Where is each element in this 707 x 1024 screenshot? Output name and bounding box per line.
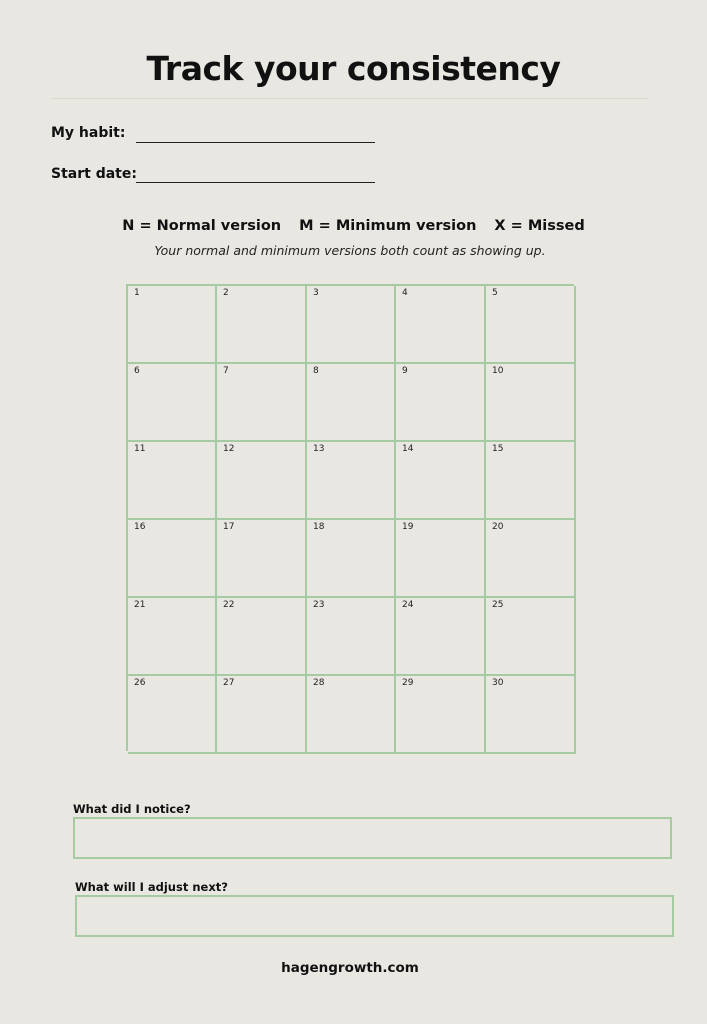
day-number: 20 xyxy=(492,522,504,532)
notice-box[interactable] xyxy=(73,817,672,859)
day-number: 11 xyxy=(134,444,146,454)
day-cell[interactable] xyxy=(128,520,217,598)
day-cell[interactable] xyxy=(396,286,486,364)
day-number: 10 xyxy=(492,366,504,376)
day-cell[interactable] xyxy=(307,364,396,442)
day-number: 18 xyxy=(313,522,325,532)
day-number: 8 xyxy=(313,366,319,376)
legend-missed: X = Missed xyxy=(494,218,585,234)
day-cell[interactable] xyxy=(128,364,217,442)
day-cell[interactable] xyxy=(128,286,217,364)
day-cell[interactable] xyxy=(307,442,396,520)
day-number: 4 xyxy=(402,288,408,298)
day-cell[interactable] xyxy=(396,442,486,520)
day-cell[interactable] xyxy=(217,520,307,598)
habit-field[interactable] xyxy=(136,142,375,143)
legend-note: Your normal and minimum versions both count as showing up. xyxy=(154,243,546,258)
day-cell[interactable] xyxy=(396,364,486,442)
day-cell[interactable] xyxy=(217,676,307,754)
day-number: 22 xyxy=(223,600,235,610)
day-cell[interactable] xyxy=(486,520,576,598)
day-number: 30 xyxy=(492,678,504,688)
day-number: 28 xyxy=(313,678,325,688)
title-divider xyxy=(51,98,649,99)
day-number: 21 xyxy=(134,600,146,610)
page-title: Track your consistency xyxy=(146,49,561,88)
day-cell[interactable] xyxy=(128,676,217,754)
day-cell[interactable] xyxy=(396,520,486,598)
tracking-grid xyxy=(126,284,574,751)
day-number: 13 xyxy=(313,444,325,454)
day-cell[interactable] xyxy=(396,676,486,754)
day-number: 25 xyxy=(492,600,504,610)
legend-minimum: M = Minimum version xyxy=(299,218,477,234)
day-number: 26 xyxy=(134,678,146,688)
day-cell[interactable] xyxy=(128,598,217,676)
day-number: 23 xyxy=(313,600,325,610)
day-number: 1 xyxy=(134,288,140,298)
day-number: 24 xyxy=(402,600,414,610)
day-number: 15 xyxy=(492,444,504,454)
day-cell[interactable] xyxy=(307,676,396,754)
day-cell[interactable] xyxy=(217,442,307,520)
day-cell[interactable] xyxy=(396,598,486,676)
start-date-label: Start date: xyxy=(51,166,137,182)
day-cell[interactable] xyxy=(486,364,576,442)
day-number: 5 xyxy=(492,288,498,298)
day-number: 12 xyxy=(223,444,235,454)
day-number: 7 xyxy=(223,366,229,376)
day-cell[interactable] xyxy=(486,286,576,364)
footer-url: hagengrowth.com xyxy=(281,960,419,976)
day-cell[interactable] xyxy=(217,364,307,442)
day-number: 27 xyxy=(223,678,235,688)
adjust-box[interactable] xyxy=(75,895,674,937)
habit-label: My habit: xyxy=(51,125,126,141)
start-date-field[interactable] xyxy=(136,182,375,183)
legend xyxy=(0,216,707,236)
day-cell[interactable] xyxy=(486,598,576,676)
day-cell[interactable] xyxy=(217,286,307,364)
day-cell[interactable] xyxy=(128,442,217,520)
day-number: 3 xyxy=(313,288,319,298)
day-cell[interactable] xyxy=(486,676,576,754)
day-number: 17 xyxy=(223,522,235,532)
day-number: 14 xyxy=(402,444,414,454)
day-number: 2 xyxy=(223,288,229,298)
day-cell[interactable] xyxy=(217,598,307,676)
adjust-label: What will I adjust next? xyxy=(75,880,228,894)
notice-label: What did I notice? xyxy=(73,802,191,816)
day-number: 16 xyxy=(134,522,146,532)
legend-normal: N = Normal version xyxy=(122,218,282,234)
day-cell[interactable] xyxy=(307,286,396,364)
day-number: 29 xyxy=(402,678,414,688)
day-cell[interactable] xyxy=(486,442,576,520)
day-number: 19 xyxy=(402,522,414,532)
day-cell[interactable] xyxy=(307,598,396,676)
day-cell[interactable] xyxy=(307,520,396,598)
day-number: 9 xyxy=(402,366,408,376)
day-number: 6 xyxy=(134,366,140,376)
